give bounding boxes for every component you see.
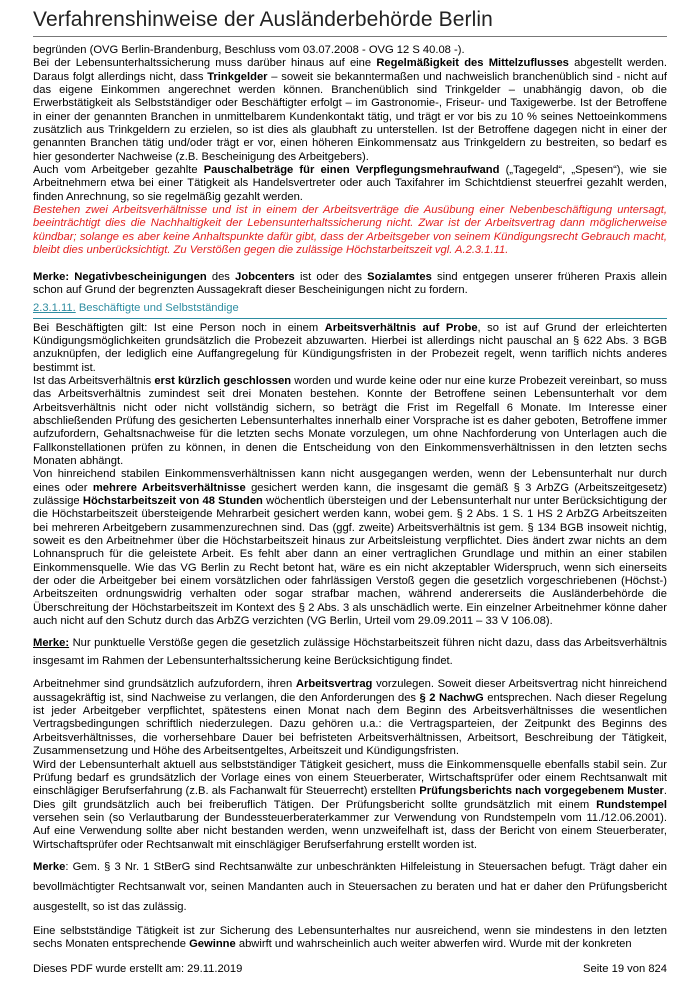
- page-title: Verfahrenshinweise der Ausländerbehörde Berlin: [33, 8, 493, 31]
- paragraph-citation: begründen (OVG Berlin-Brandenburg, Beschluss vom 03.07.2008 - OVG 12 S 40.08 -).: [33, 44, 465, 56]
- merke-violations: Merke: Nur punktuelle Verstöße gegen die gesetzlich zulässige Höchstarbeitszeit führen nicht dazu, dass das Arbeitsverhältnis insgesamt im Rahmen der Lebensunterhaltssicherung keine Berücksichtigung findet.: [33, 637, 667, 668]
- paragraph-profits: Eine selbstständige Tätigkeit ist zur Sicherung des Lebensunterhaltes nur ausreichend, wenn sie mindestens in den letzten sechs Monaten entsprechende Gewinne abwirft und wahrscheinlich auch weiter abwerfen wird. Wurde mit der konkreten: [33, 924, 667, 951]
- paragraph-recent-contract: Ist das Arbeitsverhältnis erst kürzlich geschlossen worden und wurde keine oder nur eine kurze Probezeit vereinbart, so muss das Arbeitsverhältnis zumindest seit drei Monaten bestehen. Konnte der Betroffene seinen Lebensunterhalt vor dem Arbeitsverhältnis nicht oder nicht vollständig sichern, so beträgt die Frist im Regelfall 6 Monate. Im Interesse einer abschließenden Prüfung des gesicherten Lebensunterhaltes innerhalb einer Vorsprache ist es daher geboten, Betroffene immer aufzufordern, Gehaltsnachweise für die letzten sechs Monate vorzulegen, um ohne Nachforderung von Unterlagen auch die Fallkonstellationen prüfen zu können, in denen die Entscheidung von den Einkommensverhältnissen in den letzten sechs Monaten abhängt.: [33, 374, 667, 467]
- paragraph-regularity: Bei der Lebensunterhaltssicherung muss darüber hinaus auf eine Regelmäßigkeit des Mittelzuflusses abgestellt werden. Daraus folgt allerdings nicht, dass Trinkgelder – soweit sie bekanntermaßen und nachweislich branchenüblich sind - nicht auf das eigene Einkommen angerechnet werden können. Branchenüblich sind Trinkgelder – unabhängig davon, ob die Erwerbstätigkeit als Selbstständiger oder Beschäftigter erfolgt – im Gastronomie-, Friseur- und Taxigewerbe. Ist der Betroffene in einer der genannten Branchen in unmittelbarem Kundenkontakt tätig, und trägt er vor bis zu 10 % seines Nettoeinkommens zusätzlich aus Trinkgeldern zu erzielen, so ist dies als glaubhaft zu unterstellen. Ist der Betroffene dagegen nicht in einer der genannten Branchen tätig und/oder trägt er vor, einen höheren Einkommensatz aus Trinkgeldern zu bestreiten, so bedarf es hier gesonderter Nachweise (z.B. Bescheinigung des Arbeitgebers).: [33, 57, 667, 163]
- document-body: [33, 44, 667, 952]
- paragraph-self-employed: Wird der Lebensunterhalt aktuell aus selbstständiger Tätigkeit gesichert, muss die Einkommensquelle ebenfalls stabil sein. Zur Prüfung bedarf es grundsätzlich der Vorlage eines von einem Steuerberater, Wirtschaftsprüfer oder einem Rechtsanwalt mit einschlägiger Berufserfahrung (z.B. als Fachanwalt für Steuerrecht) erstellten Prüfungsberichts nach vorgegebenem Muster. Dies gilt grundsätzlich auch bei freiberuflich Tätigen. Der Prüfungsbericht sollte grundsätzlich mit einem Rundstempel versehen sein (so Verlautbarung der Bundessteuerberaterkammer zur Verwendung von Rundstempeln vom 11./12.06.2001). Auf eine Verwendung sollte aber nicht bestanden werden, wenn unzweifelhaft ist, dass der Bericht von einem Steuerberater, Wirtschaftsprüfer oder Rechtsanwalt mit einschlägiger Berufserfahrung erstellt worden ist.: [33, 758, 667, 851]
- page-footer: [33, 963, 667, 975]
- merke-lawyers: Merke: Gem. § 3 Nr. 1 StBerG sind Rechtsanwälte zur unbeschränkten Hilfeleistung in Steuersachen befugt. Trägt daher ein bevollmächtigter Rechtsanwalt vor, seinen Mandanten auch in Steuersachen zu beraten und hat er daher den Prüfungsbericht ausgestellt, so ist das zulässig.: [33, 860, 667, 913]
- footer-created-date: Dieses PDF wurde erstellt am: 29.11.2019: [33, 963, 243, 975]
- paragraph-employment-contract: Arbeitnehmer sind grundsätzlich aufzufordern, ihren Arbeitsvertrag vorzulegen. Soweit dieser Arbeitsvertrag nicht hinreichend aussagekräftig ist, sind Nachweise zu verlangen, die den Anforderungen des § 2 NachwG entsprechen. Nach dieser Regelung ist jeder Arbeitgeber verpflichtet, spätestens einen Monat nach dem Beginn des Arbeitsverhältnisses die wesentlichen Vertragsbedingungen schriftlich niederzulegen. Dazu gehören u.a.: die Vertragsparteien, der Zeitpunkt des Beginns des Arbeitsverhältnisses, die vorhersehbare Dauer bei befristeten Arbeitsverhältnissen, Arbeitsort, Beschreibung der Tätigkeit, Zusammensetzung und Höhe des Arbeitsentgeltes, Arbeitszeit und Kündigungsfristen.: [33, 678, 667, 758]
- section-title: Beschäftigte und Selbstständige: [78, 302, 239, 315]
- header-divider: [33, 36, 667, 37]
- paragraph-max-working-hours: Von hinreichend stabilen Einkommensverhältnissen kann nicht ausgegangen werden, wenn der Lebensunterhalt nur durch eines oder mehrere Arbeitsverhältnisse gesichert werden kann, die insgesamt die gemäß § 3 ArbZG (Arbeitszeitgesetz) zulässige Höchstarbeitszeit von 48 Stunden wöchentlich übersteigen und der Lebensunterhalt nur unter Berücksichtigung der die Höchstarbeitszeit übersteigende Mehrarbeit gesichert werden kann, wobei gem. § 2 Abs. 1 S. 1 HS 2 ArbZG Arbeitszeiten bei mehreren Arbeitgebern zusammenzurechnen sind. Das (ggf. zweite) Arbeitsverhältnis ist gem. § 134 BGB insoweit nichtig, soweit es den Arbeitnehmer über die Höchstarbeitszeit hinaus zur Arbeitsleistung verpflichtet. Dies ändert zwar nichts an dem Lohnanspruch für die geleistete Arbeit. Es fehlt aber dann an einer vertraglichen Grundlage und mithin an einer stabilen Einkommensquelle. Wie das VG Berlin zu Recht betont hat, wäre es ein nicht akzeptabler Widerspruch, wenn sich einerseits der oder die Arbeitgeber bei einem vorsätzlichen oder fahrlässigen Verstoß gegen die gesetzlich vorgeschriebenen (Höchst-) Arbeitszeiten ordnungswidrig verhalten oder sogar strafbar machen, während andererseits die Ausländerbehörde die Überschreitung der Höchstarbeitszeit im Kontext des § 2 Abs. 3 als unschädlich werte. Ein einzelner Arbeitnehmer könne daher auch nicht auf den Schutz durch das ArbZG verzichten (VG Berlin, Urteil vom 29.09.2011 – 33 V 106.08).: [33, 468, 668, 628]
- paragraph-probation: Bei Beschäftigten gilt: Ist eine Person noch in einem Arbeitsverhältnis auf Probe, so ist auf Grund der erleichterten Kündigungsmöglichkeiten grundsätzlich die Probezeit abzuwarten. Hierbei ist allerdings nicht pauschal an § 622 Abs. 3 BGB anzuknüpfen, der lediglich eine Auffangregelung für Kündigungsfristen in der Probezeit regelt, wenn tariflich nichts anderes bestimmt ist.: [33, 321, 667, 374]
- section-number-link[interactable]: 2.3.1.11.: [33, 302, 76, 315]
- paragraph-red-note: Bestehen zwei Arbeitsverhältnisse und ist in einem der Arbeitsverträge die Ausübung einer Nebenbeschäftigung untersagt, beeinträchtigt dies die Nachhaltigkeit der Lebensunterhaltssicherung nicht. Zwar ist der Arbeitsvertrag dann möglicherweise kündbar; solange es aber keine Anhaltspunkte dafür gibt, dass der Arbeitsgeber von seinem Kündigungsrecht Gebrauch macht, bleibt dies unberücksichtigt. Zu Verstößen gegen die zulässige Höchstarbeitszeit vgl. A.2.3.1.11.: [33, 204, 667, 257]
- paragraph-allowances: Auch vom Arbeitgeber gezahlte Pauschalbeträge für einen Verpflegungsmehraufwand („Tagegeld“, „Spesen“), wie sie Arbeitnehmern etwa bei einer Tätigkeit als Handelsvertreter oder auch Taxifahrer im Schichtdienst steuerfrei gezahlt werden, finden Anrechnung, so sie regelmäßig gezahlt werden.: [33, 164, 667, 203]
- merke-negative-certificates: Merke: Negativbescheinigungen des Jobcenters ist oder des Sozialamtes sind entgegen unserer früheren Praxis allein schon auf Grund der begrenzten Aussagekraft dieser Bescheinigungen nicht zu fordern.: [33, 270, 667, 296]
- footer-page-number: Seite 19 von 824: [583, 963, 667, 975]
- section-heading[interactable]: [33, 302, 667, 318]
- page-header: [33, 8, 667, 37]
